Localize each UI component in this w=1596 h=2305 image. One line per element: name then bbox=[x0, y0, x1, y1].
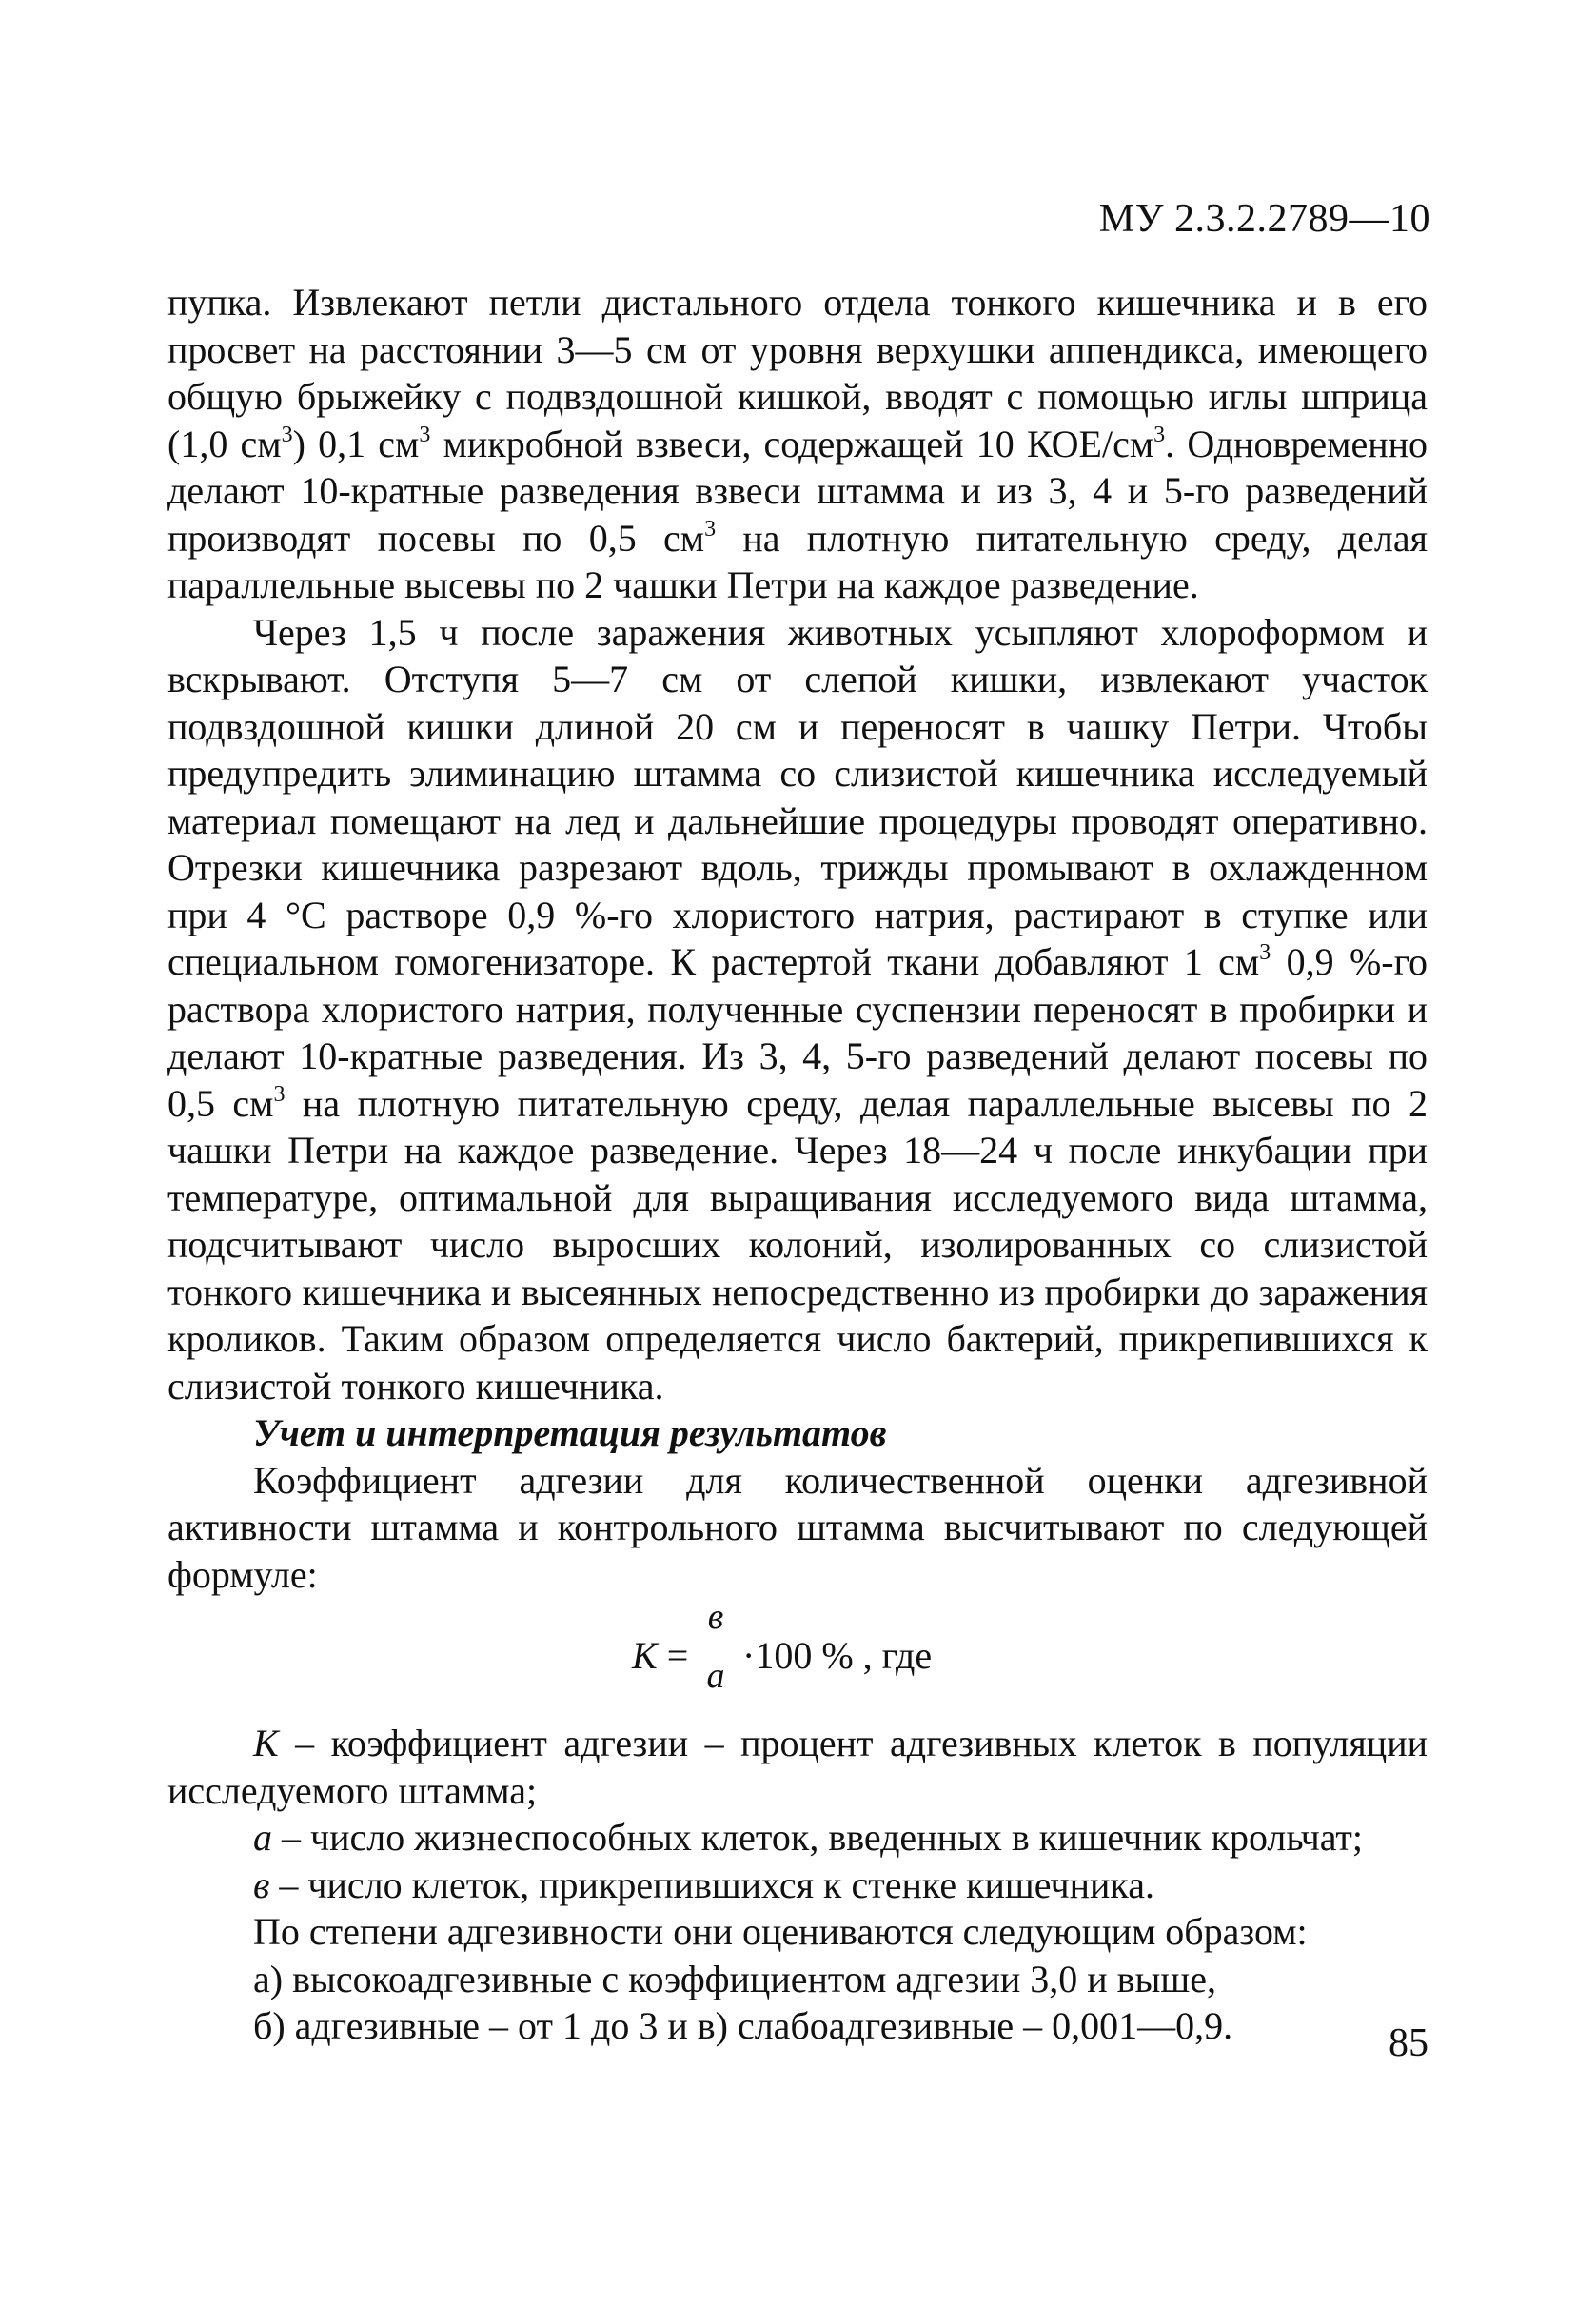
document-body bbox=[167, 279, 1428, 2050]
definition-text: – число клеток, прикрепившихся к стенке кишечника. bbox=[269, 1862, 1154, 1906]
superscript: 3 bbox=[1153, 422, 1166, 447]
formula-rest: ·100 % , где bbox=[742, 1634, 933, 1677]
text-run: Через 1,5 ч после заражения животных усыпляют хлороформом и вскрывают. Отступя 5—7 см от слепой кишки, извлекают участок подвздошной кишки длиной 20 см и переносят в чашку Петри. Чтобы предупредить элиминацию штамма со слизистой кишечника исследуемый материал помещают на лед и дальнейшие процедуры проводят оперативно. Отрезки кишечника разрезают вдоль, трижды промывают в охлажденном при 4 °С растворе 0,9 %-го хлористого натрия, растирают в ступке или специальном гомогенизаторе. К растертой ткани добавляют 1 см bbox=[167, 610, 1428, 983]
definition-k bbox=[167, 1720, 1428, 1814]
text-run: . Одновременно делают 10-кратные разведения взвеси штамма и из 3, 4 и 5-го разведений производят посевы по 0,5 см bbox=[167, 422, 1429, 560]
definition-text: – число жизнеспособных клеток, введенных в кишечник крольчат; bbox=[272, 1816, 1364, 1859]
paragraph-formula-intro: Коэффициент адгезии для количественной оценки адгезивной активности штамма и контрольного штамма высчитывают по следующей формуле: bbox=[167, 1458, 1428, 1596]
superscript: 3 bbox=[1259, 940, 1271, 965]
paragraph-procedure bbox=[167, 609, 1428, 1410]
definition-a bbox=[167, 1814, 1428, 1862]
text-run: на плотную питательную среду, делая параллельные высевы по 2 чашки Петри на каждое разведение. bbox=[167, 516, 1429, 606]
formula-lhs bbox=[632, 1632, 688, 1680]
text-run: ) 0,1 см bbox=[292, 422, 420, 465]
fraction-numerator: в bbox=[707, 1597, 724, 1637]
definition-symbol: а bbox=[253, 1816, 272, 1859]
text-run: 0,9 %-го раствора хлористого натрия, полученные суспензии переносят в пробирки и делают 10-кратные разведения. Из 3, 4, 5-го разведений делают посевы по 0,5 см bbox=[167, 940, 1428, 1125]
formula-equals: = bbox=[666, 1634, 689, 1677]
list-item: б) адгезивные – от 1 до 3 и в) слабоадгезивные – 0,001—0,9. bbox=[253, 2004, 1233, 2047]
superscript: 3 bbox=[273, 1081, 286, 1107]
paragraph-classification: По степени адгезивности они оцениваются следующим образом: bbox=[253, 1910, 1308, 1953]
section-heading: Учет и интерпретация результатов bbox=[253, 1411, 887, 1454]
definition-v bbox=[167, 1862, 1428, 1909]
superscript: 3 bbox=[704, 516, 717, 542]
formula-fraction bbox=[699, 1598, 733, 1697]
text-run: микробной взвеси, содержащей 10 КОЕ/см bbox=[430, 422, 1154, 465]
adhesion-formula bbox=[167, 1598, 1428, 1720]
superscript: 3 bbox=[419, 422, 431, 447]
definition-text: – коэффициент адгезии – процент адгезивных клеток в популяции исследуемого штамма; bbox=[167, 1722, 1428, 1812]
fraction-denominator: а bbox=[706, 1656, 725, 1696]
document-header-id: МУ 2.3.2.2789—10 bbox=[1098, 197, 1430, 241]
paragraph-continuation bbox=[167, 279, 1428, 609]
superscript: 3 bbox=[281, 422, 293, 447]
text-run: пупка. Извлекают петли дистального отдела тонкого кишечника и в его просвет на расстоянии 3—5 см от уровня верхушки аппендикса, имеющего общую брыжейку с подвздошной кишкой, вводят с помощью иглы шприца (1,0 см bbox=[167, 281, 1428, 465]
text-run: на плотную питательную среду, делая параллельные высевы по 2 чашки Петри на каждое разведение. Через 18—24 ч после инкубации при температуре, оптимальной для выращивания исследуемого вида штамма, подсчитывают число выросших колоний, изолированных со слизистой тонкого кишечника и высеянных непосредственно из пробирки до заражения кроликов. Таким образом определяется число бактерий, прикрепившихся к слизистой тонкого кишечника. bbox=[167, 1081, 1428, 1408]
page-number: 85 bbox=[1389, 2021, 1429, 2065]
definition-symbol: в bbox=[253, 1862, 270, 1906]
formula-variable-k: K bbox=[632, 1634, 658, 1677]
definition-symbol: K bbox=[253, 1722, 279, 1764]
list-item: а) высокоадгезивные с коэффициентом адгезии 3,0 и выше, bbox=[253, 1957, 1216, 2000]
